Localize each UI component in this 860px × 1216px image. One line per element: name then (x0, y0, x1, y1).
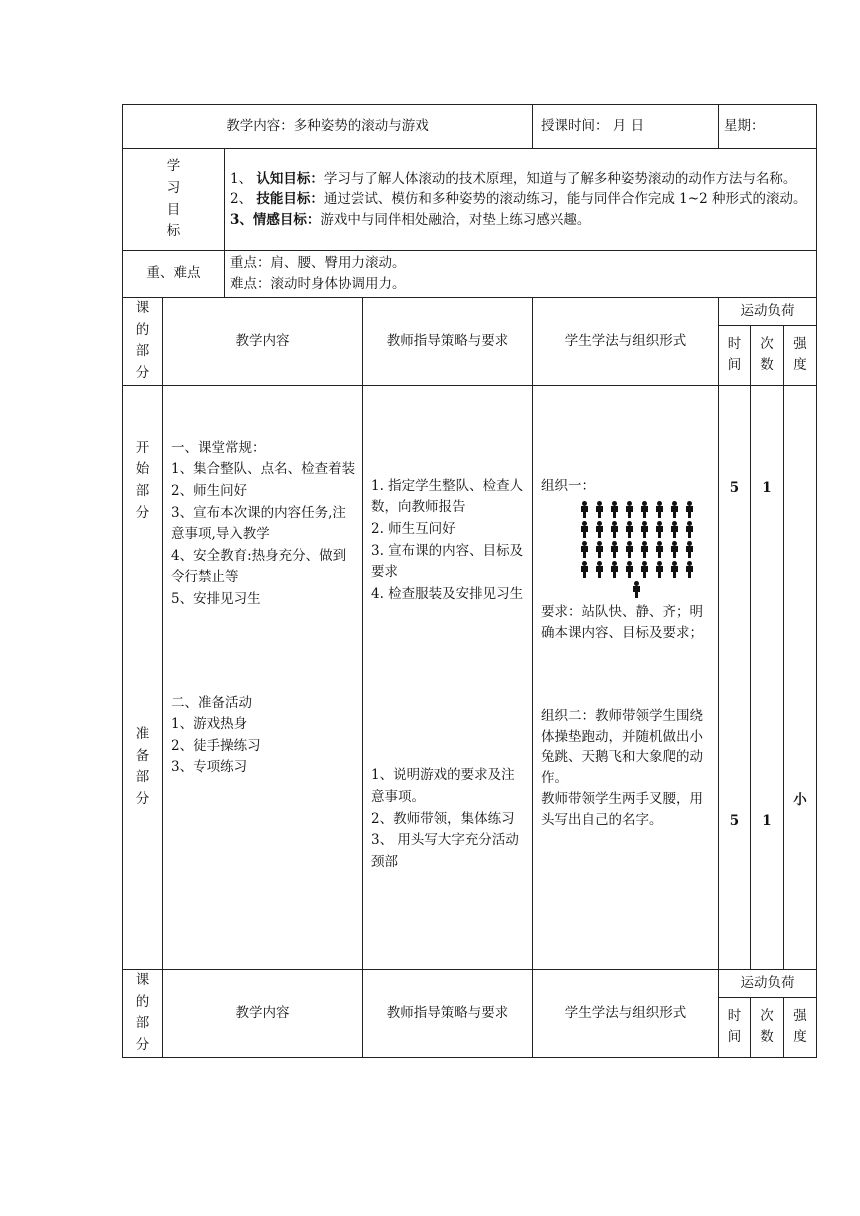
student-figure-icon (670, 521, 679, 538)
intensity-header-2: 强 度 (784, 997, 817, 1057)
student-figure-icon (610, 521, 619, 538)
teacher-prep-list: 1、说明游戏的要求及注意事项。 2、教师带领，集体练习 3、 用头写大字充分活动颈部 (371, 767, 519, 870)
content-prep-list: 二、准备活动 1、游戏热身 2、徒手操练习 3、专项练习 (171, 694, 261, 776)
intensity-cell: 小 (784, 385, 817, 969)
student-figure-icon (580, 521, 589, 538)
org1-label: 组织一： (541, 477, 595, 494)
load-header-2: 运动负荷 (719, 969, 817, 997)
part-header-2: 课 的 部 分 (123, 969, 163, 1057)
count-cell: 1 1 (751, 385, 784, 969)
goal-emotion: 3、情感目标：游戏中与同伴相处融洽，对垫上练习感兴趣。 (230, 211, 591, 228)
formation-row (580, 561, 694, 578)
teacher-row (632, 581, 641, 598)
formation-row (580, 501, 694, 518)
student-figure-icon (685, 541, 694, 558)
weekday-label: 星期： (719, 105, 817, 149)
student-figure-icon (655, 521, 664, 538)
org1-requirement: 要求：站队快、静、齐；明确本课内容、目标及要求； (541, 603, 703, 641)
student-figure-icon (670, 561, 679, 578)
formation-diagram (561, 501, 712, 598)
student-figure-icon (595, 521, 604, 538)
formation-row (580, 521, 694, 538)
time-cell: 5 5 (719, 385, 751, 969)
student-figure-icon (625, 501, 634, 518)
teacher-header: 教师指导策略与要求 (363, 297, 533, 385)
student-figure-icon (625, 561, 634, 578)
student-header: 学生学法与组织形式 (533, 297, 719, 385)
formation-row (580, 541, 694, 558)
teacher-start-list: 1. 指定学生整队、检查人数，向教师报告 2. 师生互问好 3. 宣布课的内容、目标及要求 4. 检查服装及安排见习生 (371, 477, 524, 602)
goal-skill: 2、 技能目标：通过尝试、模仿和多种姿势的滚动练习，能与同伴合作完成 1~2 种形式的滚动。 (230, 191, 807, 208)
lesson-content-title: 教学内容：多种姿势的滚动与游戏 (123, 105, 533, 149)
student-figure-icon (580, 501, 589, 518)
student-figure-icon (685, 521, 694, 538)
student-figure-icon (655, 501, 664, 518)
student-figure-icon (670, 501, 679, 518)
part-start: 开 始 部 分 (135, 439, 150, 521)
intensity-header: 强 度 (784, 325, 817, 385)
teacher-cell (363, 385, 533, 969)
count-header-2: 次 数 (751, 997, 784, 1057)
student-figure-icon (610, 501, 619, 518)
student-figure-icon (580, 561, 589, 578)
key-points-label: 重、难点 (123, 251, 225, 298)
goal-cognitive: 1、 认知目标：学习与了解人体滚动的技术原理，知道与了解多种姿势滚动的动作方法与名称。 (230, 171, 797, 188)
student-figure-icon (625, 541, 634, 558)
student-figure-icon (640, 541, 649, 558)
org2-text-b: 教师带领学生两手叉腰，用头写出自己的名字。 (541, 791, 703, 829)
student-figure-icon (640, 501, 649, 518)
teacher-figure-icon (632, 581, 641, 598)
student-figure-icon (685, 501, 694, 518)
part-header: 课 的 部 分 (123, 297, 163, 385)
student-figure-icon (610, 541, 619, 558)
student-figure-icon (595, 561, 604, 578)
student-header-2: 学生学法与组织形式 (533, 969, 719, 1057)
student-figure-icon (640, 561, 649, 578)
lesson-time-label: 授课时间： 月 日 (533, 105, 719, 149)
student-figure-icon (580, 541, 589, 558)
time-header-2: 时 间 (719, 997, 751, 1057)
count-header: 次 数 (751, 325, 784, 385)
key-points (225, 251, 817, 298)
content-start-list: 一、课堂常规： 1、集合整队、点名、检查着装 2、师生问好 3、宣布本次课的内容任务,注意事项,导入教学 4、安全教育:热身充分、做到令行禁止等 5、安排见习生 (171, 439, 356, 607)
load-header: 运动负荷 (719, 297, 817, 325)
content-header: 教学内容 (163, 297, 363, 385)
part-prep: 准 备 部 分 (135, 726, 150, 807)
student-figure-icon (595, 541, 604, 558)
student-figure-icon (655, 541, 664, 558)
student-figure-icon (610, 561, 619, 578)
student-cell (533, 385, 719, 969)
student-figure-icon (640, 521, 649, 538)
student-figure-icon (685, 561, 694, 578)
teacher-header-2: 教师指导策略与要求 (363, 969, 533, 1057)
part-cell (123, 385, 163, 969)
goals-side-label: 学 习 目 标 (123, 149, 225, 251)
lesson-plan-table (122, 104, 817, 1058)
org2-text: 组织二：教师带领学生围绕体操垫跑动，并随机做出小兔跳、天鹅飞和大象爬的动作。 (541, 707, 703, 787)
time-header: 时 间 (719, 325, 751, 385)
student-figure-icon (655, 561, 664, 578)
student-figure-icon (670, 541, 679, 558)
student-figure-icon (625, 521, 634, 538)
goals-list (225, 149, 817, 251)
content-header-2: 教学内容 (163, 969, 363, 1057)
key-point: 重点：肩、腰、臀用力滚动。 (230, 255, 406, 271)
content-cell (163, 385, 363, 969)
difficulty-point: 难点：滚动时身体协调用力。 (230, 275, 406, 292)
student-figure-icon (595, 501, 604, 518)
lesson-plan-sheet (122, 104, 807, 1058)
